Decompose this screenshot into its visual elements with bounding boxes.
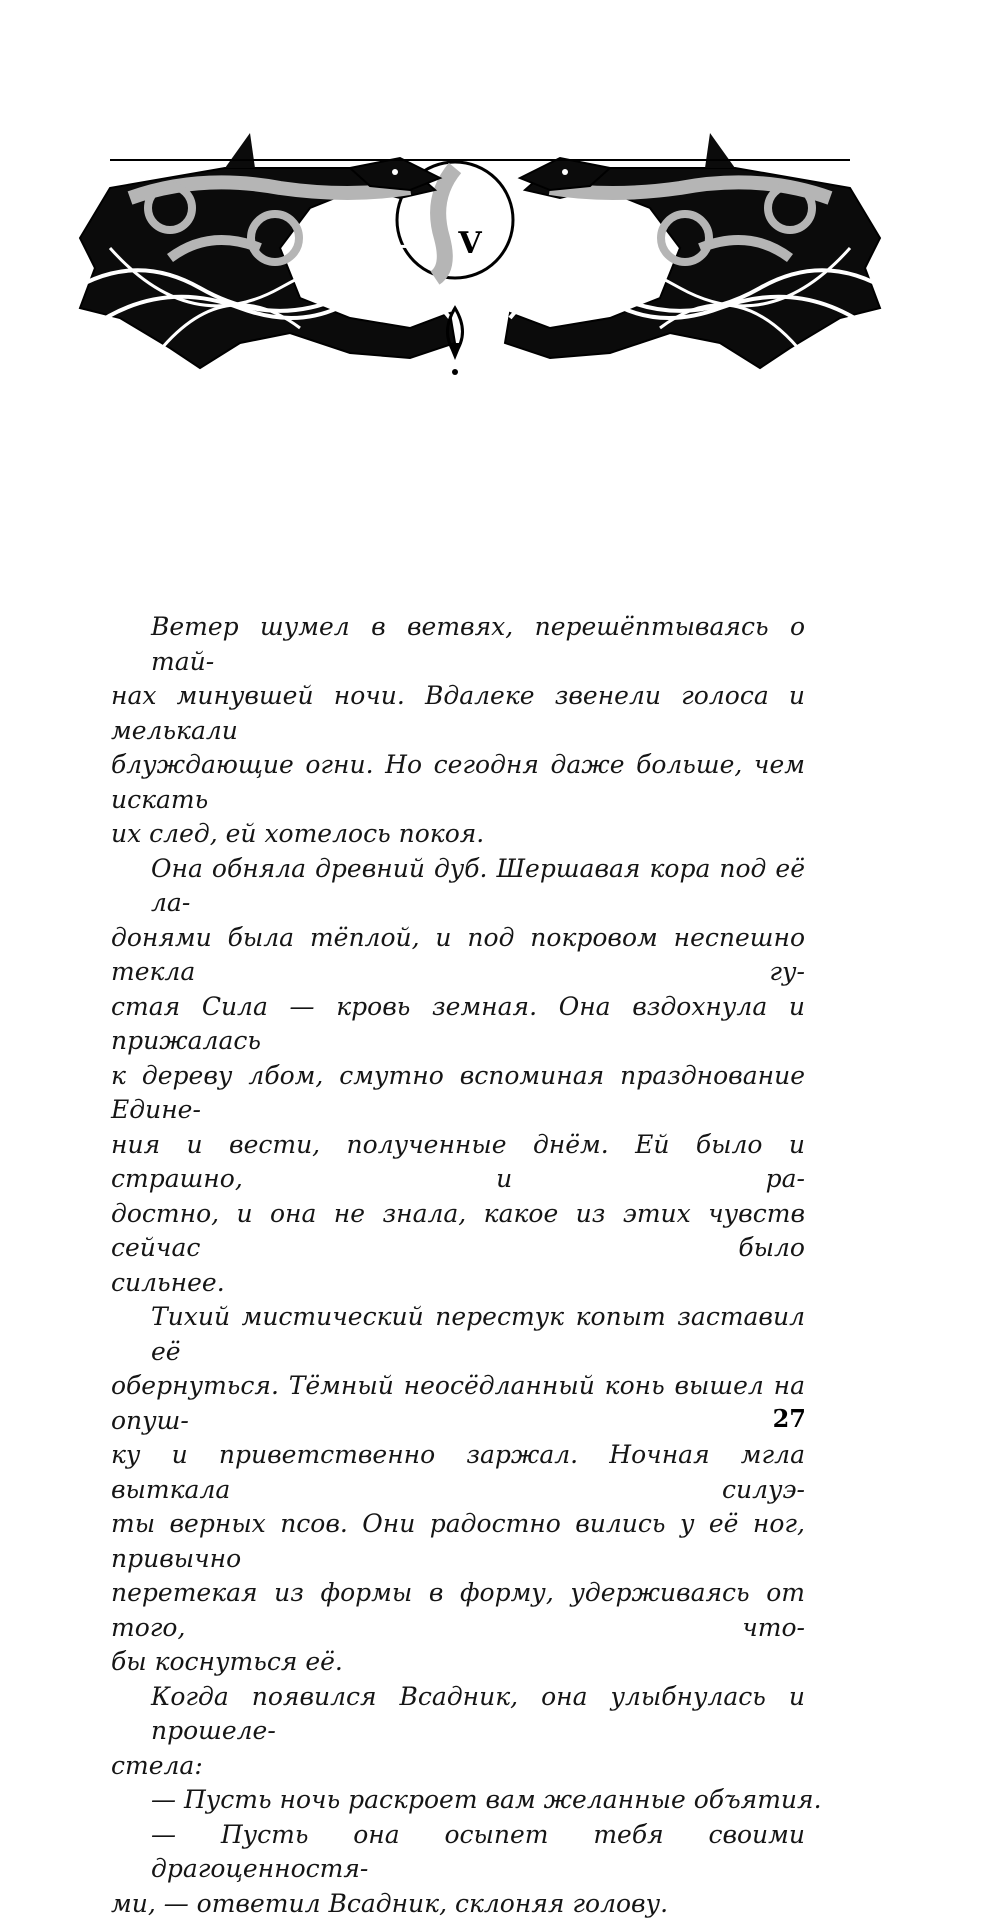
paragraph — [111, 1680, 805, 1784]
text-line: к дереву лбом, смутно вспоминая празднование Едине- — [111, 1059, 805, 1128]
body-text — [111, 610, 805, 1921]
text-line: обернуться. Тёмный неосёдланный конь вышел на опуш- — [111, 1369, 805, 1438]
text-line: перетекая из формы в форму, удерживаясь от того, что- — [111, 1576, 805, 1645]
text-line: сильнее. — [111, 1266, 805, 1301]
text-line: нах минувшей ночи. Вдалеке звенели голоса и мелькали — [111, 679, 805, 748]
text-line: — Пусть она осыпет тебя своими драгоценностя- — [111, 1818, 805, 1887]
text-line: бы коснуться её. — [111, 1645, 805, 1680]
text-line: ния и вести, полученные днём. Ей было и страшно, и ра- — [111, 1128, 805, 1197]
chapter-number: V — [440, 226, 500, 261]
paragraph — [111, 610, 805, 852]
paragraph — [111, 852, 805, 1301]
text-line: ку и приветственно заржал. Ночная мгла выткала силуэ- — [111, 1438, 805, 1507]
text-line: блуждающие огни. Но сегодня даже больше, чем искать — [111, 748, 805, 817]
text-line: донями была тёплой, и под покровом неспешно текла гу- — [111, 921, 805, 990]
paragraph — [111, 1300, 805, 1680]
text-line: стела: — [111, 1749, 805, 1784]
text-line: ми, — ответил Всадник, склоняя голову. — [111, 1887, 805, 1921]
text-line: Ветер шумел в ветвях, перешёптываясь о тай- — [111, 610, 805, 679]
text-line: Тихий мистический перестук копыт заставил её — [111, 1300, 805, 1369]
text-line: ты верных псов. Они радостно вились у её ног, привычно — [111, 1507, 805, 1576]
text-line: стая Сила — кровь земная. Она вздохнула и прижалась — [111, 990, 805, 1059]
dialogue-line — [111, 1783, 805, 1818]
text-line: Она обняла древний дуб. Шершавая кора под её ла- — [111, 852, 805, 921]
text-line: достно, и она не знала, какое из этих чувств сейчас было — [111, 1197, 805, 1266]
text-line: их след, ей хотелось покоя. — [111, 817, 805, 852]
dialogue-line — [111, 1818, 805, 1921]
text-line: — Пусть ночь раскроет вам желанные объятия. — [111, 1783, 805, 1818]
text-line: Когда появился Всадник, она улыбнулась и прошеле- — [111, 1680, 805, 1749]
page-number: 27 — [760, 1404, 806, 1433]
